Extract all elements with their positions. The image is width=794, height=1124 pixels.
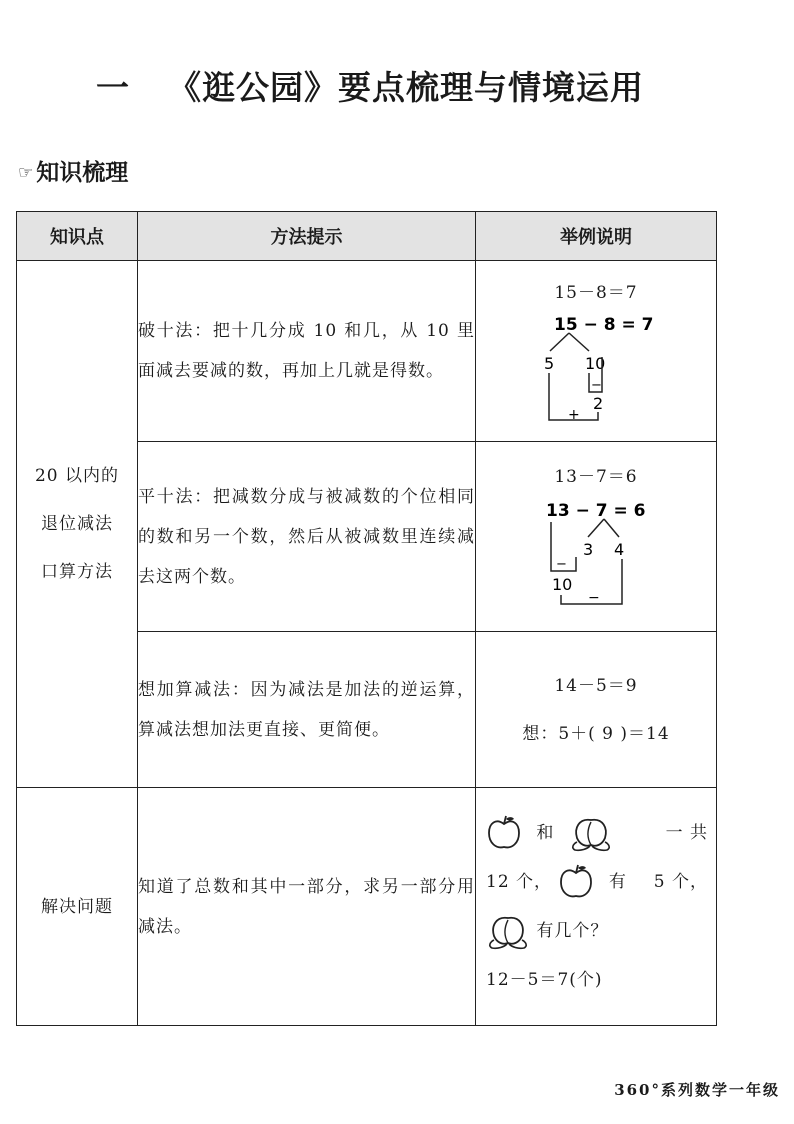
example-equation: 15－8＝7 [554, 282, 638, 303]
page-footer: 360°系列数学一年级 [614, 1081, 780, 1099]
example-cell-problem [476, 788, 717, 1026]
has-text: 有 [608, 871, 627, 892]
count-part-text: 5 个， [653, 871, 708, 892]
level-ten-diagram [516, 491, 676, 611]
knowledge-line: 口算方法 [41, 562, 113, 582]
peach-icon [486, 912, 530, 950]
title-text: 《逛公园》要点梳理与情境运用 [168, 68, 644, 107]
minus-sign-second: − [588, 590, 600, 606]
count-total-text: 12 个， [486, 871, 553, 892]
section-heading [18, 154, 128, 187]
example-equation: 14－5＝9 [554, 675, 638, 696]
header-knowledge: 知识点 [17, 212, 138, 261]
split-line-left [550, 333, 569, 351]
part-ten: 10 [585, 353, 606, 373]
break-ten-diagram [516, 307, 676, 425]
method-cell: 知道了总数和其中一部分，求另一部分用减法。 [138, 788, 476, 1026]
part-five: 5 [544, 353, 555, 373]
problem-line [476, 907, 716, 956]
apple-icon [486, 814, 522, 852]
peach-icon [569, 814, 613, 852]
minus-sign-first: − [556, 557, 567, 572]
question-text: 有几个？ [536, 920, 609, 941]
knowledge-line: 退位减法 [41, 514, 113, 534]
minus-sign: − [591, 377, 602, 393]
plus-sign: + [568, 406, 580, 423]
header-example: 举例说明 [476, 212, 717, 261]
knowledge-table [16, 211, 717, 1026]
split-line-left [588, 519, 604, 537]
part-three: 3 [583, 540, 594, 559]
example-cell [476, 632, 717, 788]
table-row [17, 261, 717, 442]
think-equation: 想：5＋( 9 )＝14 [522, 723, 670, 744]
knowledge-cell-problem: 解决问题 [17, 788, 138, 1026]
diagram-equation: 13 − 7 = 6 [546, 501, 646, 521]
header-row [17, 212, 717, 261]
pointing-hand-icon: ☞ [18, 163, 34, 183]
problem-line [476, 809, 716, 858]
page-title [96, 62, 644, 109]
diagram-equation: 15 − 8 = 7 [554, 314, 654, 335]
split-line-right [604, 519, 619, 537]
method-cell: 破十法：把十几分成 10 和几，从 10 里面减去要减的数，再加上几就是得数。 [138, 261, 476, 442]
header-method: 方法提示 [138, 212, 476, 261]
problem-line [476, 858, 716, 907]
part-four: 4 [614, 540, 625, 559]
example-equation: 13－7＝6 [554, 467, 638, 487]
result-ten: 10 [552, 575, 573, 594]
apple-icon [558, 863, 594, 901]
answer-line: 12－5＝7(个) [486, 969, 603, 990]
title-dash: 一 [96, 68, 130, 107]
method-cell: 想加算减法：因为减法是加法的逆运算，算减法想加法更直接、更简便。 [138, 632, 476, 788]
knowledge-line: 20 以内的 [34, 466, 120, 486]
split-line-right [569, 333, 589, 351]
example-cell [476, 261, 717, 442]
result-two: 2 [593, 393, 604, 413]
table-row [17, 788, 717, 1026]
method-cell: 平十法：把减数分成与被减数的个位相同的数和另一个数，然后从被减数里连续减去这两个数。 [138, 442, 476, 632]
example-cell [476, 442, 717, 632]
and-text: 和 [536, 822, 555, 843]
knowledge-cell-subtraction [17, 261, 138, 788]
total-text: 一 共 [665, 822, 708, 843]
section-label: 知识梳理 [36, 160, 129, 186]
